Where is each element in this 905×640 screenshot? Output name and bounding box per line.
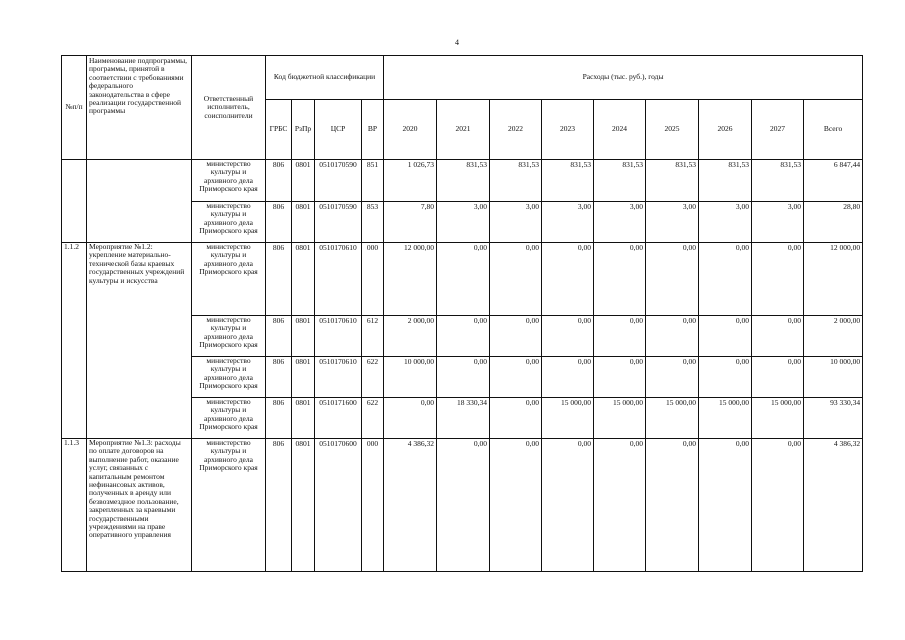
cell-total: 6 847,44 xyxy=(804,160,863,202)
cell-2022: 0,00 xyxy=(490,243,542,316)
row-rzpr: 0801 xyxy=(292,202,315,243)
cell-2024: 0,00 xyxy=(594,439,646,572)
row-num xyxy=(62,160,87,243)
row-name: Мероприятие №1.3: расходы по оплате договоров на выполнение работ, оказание услуг, связанных с капитальным ремонтом нефинансовых активов, полученных в аренду или безвозмездное пользование, закрепленных за краевыми государственными учреждениями на праве оперативного управления xyxy=(87,439,192,572)
cell-2023: 0,00 xyxy=(542,316,594,357)
row-csr: 0510170600 xyxy=(315,439,362,572)
row-grbs: 806 xyxy=(266,202,292,243)
row-csr: 0510170610 xyxy=(315,357,362,398)
header-grbs: ГРБС xyxy=(266,100,292,160)
page-number: 4 xyxy=(455,38,459,47)
cell-2020: 2 000,00 xyxy=(384,316,437,357)
cell-2024: 0,00 xyxy=(594,243,646,316)
cell-2022: 0,00 xyxy=(490,316,542,357)
header-rzpr: РзПр xyxy=(292,100,315,160)
cell-2025: 0,00 xyxy=(646,439,699,572)
row-csr: 0510170610 xyxy=(315,243,362,316)
row-executor: министерство культуры и архивного дела Приморского края xyxy=(192,202,266,243)
row-vr: 622 xyxy=(362,398,384,439)
cell-2021: 18 330,34 xyxy=(437,398,490,439)
header-year-2024: 2024 xyxy=(594,100,646,160)
cell-2027: 0,00 xyxy=(752,439,804,572)
row-grbs: 806 xyxy=(266,398,292,439)
row-rzpr: 0801 xyxy=(292,316,315,357)
row-rzpr: 0801 xyxy=(292,160,315,202)
row-rzpr: 0801 xyxy=(292,357,315,398)
cell-2026: 0,00 xyxy=(699,243,752,316)
row-rzpr: 0801 xyxy=(292,398,315,439)
cell-2026: 0,00 xyxy=(699,357,752,398)
cell-total: 12 000,00 xyxy=(804,243,863,316)
cell-2027: 3,00 xyxy=(752,202,804,243)
cell-2024: 831,53 xyxy=(594,160,646,202)
cell-2020: 0,00 xyxy=(384,398,437,439)
cell-2024: 0,00 xyxy=(594,357,646,398)
cell-2026: 0,00 xyxy=(699,439,752,572)
cell-total: 4 386,32 xyxy=(804,439,863,572)
header-csr: ЦСР xyxy=(315,100,362,160)
cell-2026: 3,00 xyxy=(699,202,752,243)
row-executor: министерство культуры и архивного дела Приморского края xyxy=(192,160,266,202)
header-year-2023: 2023 xyxy=(542,100,594,160)
cell-2025: 0,00 xyxy=(646,243,699,316)
header-year-2026: 2026 xyxy=(699,100,752,160)
cell-total: 28,80 xyxy=(804,202,863,243)
header-budget-code: Код бюджетной классификации xyxy=(266,56,384,100)
cell-2021: 0,00 xyxy=(437,439,490,572)
row-grbs: 806 xyxy=(266,439,292,572)
cell-total: 10 000,00 xyxy=(804,357,863,398)
table-row xyxy=(62,439,863,572)
row-num: 1.1.2 xyxy=(62,243,87,439)
header-expenses: Расходы (тыс. руб.), годы xyxy=(384,56,863,100)
cell-2022: 0,00 xyxy=(490,357,542,398)
cell-2025: 15 000,00 xyxy=(646,398,699,439)
row-vr: 851 xyxy=(362,160,384,202)
cell-2024: 15 000,00 xyxy=(594,398,646,439)
header-year-2027: 2027 xyxy=(752,100,804,160)
cell-2021: 0,00 xyxy=(437,243,490,316)
row-executor: министерство культуры и архивного дела Приморского края xyxy=(192,243,266,316)
row-vr: 612 xyxy=(362,316,384,357)
cell-2021: 0,00 xyxy=(437,357,490,398)
row-grbs: 806 xyxy=(266,243,292,316)
row-grbs: 806 xyxy=(266,160,292,202)
cell-2020: 4 386,32 xyxy=(384,439,437,572)
cell-2020: 7,80 xyxy=(384,202,437,243)
cell-2020: 12 000,00 xyxy=(384,243,437,316)
row-grbs: 806 xyxy=(266,316,292,357)
header-year-2020: 2020 xyxy=(384,100,437,160)
cell-2021: 3,00 xyxy=(437,202,490,243)
row-csr: 0510171600 xyxy=(315,398,362,439)
row-executor: министерство культуры и архивного дела Приморского края xyxy=(192,398,266,439)
header-total: Всего xyxy=(804,100,863,160)
cell-2025: 831,53 xyxy=(646,160,699,202)
cell-2026: 15 000,00 xyxy=(699,398,752,439)
cell-2023: 831,53 xyxy=(542,160,594,202)
row-num: 1.1.3 xyxy=(62,439,87,572)
cell-2027: 0,00 xyxy=(752,243,804,316)
cell-2025: 0,00 xyxy=(646,316,699,357)
cell-2027: 831,53 xyxy=(752,160,804,202)
row-grbs: 806 xyxy=(266,357,292,398)
cell-2023: 3,00 xyxy=(542,202,594,243)
row-vr: 000 xyxy=(362,439,384,572)
cell-2020: 1 026,73 xyxy=(384,160,437,202)
row-rzpr: 0801 xyxy=(292,439,315,572)
cell-2021: 0,00 xyxy=(437,316,490,357)
cell-2024: 0,00 xyxy=(594,316,646,357)
cell-2023: 0,00 xyxy=(542,439,594,572)
header-year-2021: 2021 xyxy=(437,100,490,160)
cell-2022: 831,53 xyxy=(490,160,542,202)
row-name: Мероприятие №1.2: укрепление материально-технической базы краевых государственных учреждений культуры и искусства xyxy=(87,243,192,439)
row-executor: министерство культуры и архивного дела Приморского края xyxy=(192,439,266,572)
cell-2025: 0,00 xyxy=(646,357,699,398)
cell-total: 2 000,00 xyxy=(804,316,863,357)
cell-2026: 831,53 xyxy=(699,160,752,202)
header-year-2022: 2022 xyxy=(490,100,542,160)
header-num: №п/п xyxy=(62,56,87,160)
cell-2027: 0,00 xyxy=(752,316,804,357)
cell-2027: 0,00 xyxy=(752,357,804,398)
row-csr: 0510170590 xyxy=(315,202,362,243)
cell-2024: 3,00 xyxy=(594,202,646,243)
cell-2021: 831,53 xyxy=(437,160,490,202)
table-row xyxy=(62,243,863,316)
row-vr: 622 xyxy=(362,357,384,398)
row-vr: 000 xyxy=(362,243,384,316)
cell-2022: 0,00 xyxy=(490,439,542,572)
cell-2027: 15 000,00 xyxy=(752,398,804,439)
header-executor: Ответственный исполнитель, соисполнители xyxy=(192,56,266,160)
row-vr: 853 xyxy=(362,202,384,243)
cell-2020: 10 000,00 xyxy=(384,357,437,398)
budget-table xyxy=(61,55,863,572)
cell-2022: 3,00 xyxy=(490,202,542,243)
header-vr: ВР xyxy=(362,100,384,160)
cell-total: 93 330,34 xyxy=(804,398,863,439)
table-body xyxy=(62,160,863,572)
row-name xyxy=(87,160,192,243)
cell-2022: 0,00 xyxy=(490,398,542,439)
table-row xyxy=(62,160,863,202)
row-executor: министерство культуры и архивного дела Приморского края xyxy=(192,316,266,357)
cell-2025: 3,00 xyxy=(646,202,699,243)
cell-2023: 15 000,00 xyxy=(542,398,594,439)
row-executor: министерство культуры и архивного дела Приморского края xyxy=(192,357,266,398)
header-name: Наименование подпрограммы, программы, принятой в соответствии с требованиями федерального законодательства в сфере реализации государственной программы xyxy=(87,56,192,160)
cell-2023: 0,00 xyxy=(542,357,594,398)
row-rzpr: 0801 xyxy=(292,243,315,316)
row-csr: 0510170590 xyxy=(315,160,362,202)
table-header xyxy=(62,56,863,160)
header-year-2025: 2025 xyxy=(646,100,699,160)
cell-2026: 0,00 xyxy=(699,316,752,357)
row-csr: 0510170610 xyxy=(315,316,362,357)
cell-2023: 0,00 xyxy=(542,243,594,316)
